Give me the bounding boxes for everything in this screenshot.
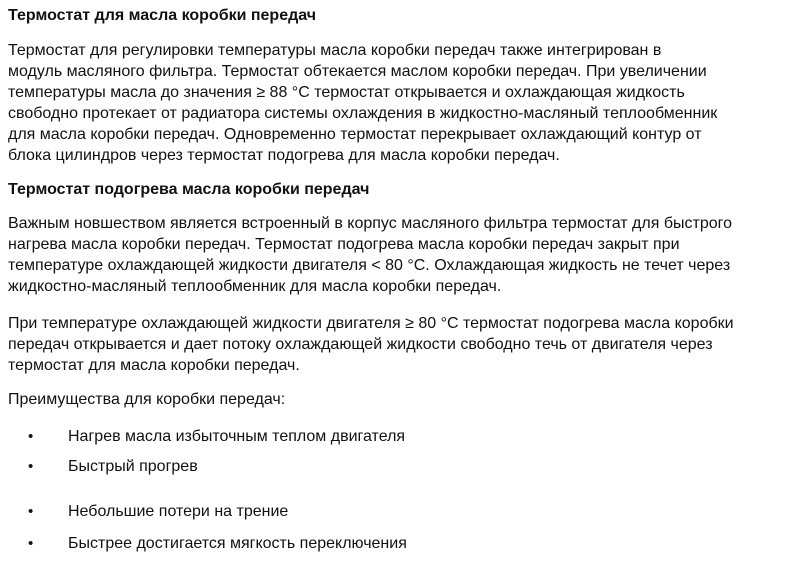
list-item (0, 501, 760, 523)
section2-p2-line: термостат для масла коробки передач. (8, 357, 300, 374)
list-item-text: Небольшие потери на трение (68, 503, 289, 520)
section2-p2-line: передач открывается и дает потоку охлаждающей жидкости свободно течь от двигателя через (8, 336, 713, 353)
section2-heading: Термостат подогрева масла коробки передач (8, 181, 370, 198)
bullet-icon: • (28, 503, 34, 520)
section2-p1-line: Важным новшеством является встроенный в корпус масляного фильтра термостат для быстрого (8, 215, 733, 232)
list-item-text: Быстрее достигается мягкость переключения (68, 535, 407, 552)
list-item (0, 426, 760, 448)
section1-line: для масла коробки передач. Одновременно термостат перекрывает охлаждающий контур от (8, 126, 702, 143)
section1-line: температуры масла до значения ≥ 88 °C термостат открывается и охлаждающая жидкость (8, 84, 685, 101)
section2-p1-line: жидкостно-масляный теплообменник для масла коробки передач. (8, 278, 502, 295)
bullet-icon: • (28, 458, 34, 475)
advantages-intro: Преимущества для коробки передач: (8, 391, 286, 408)
bullet-icon: • (28, 535, 34, 552)
list-item (0, 533, 760, 555)
section1-line: модуль масляного фильтра. Термостат обтекается маслом коробки передач. При увеличении (8, 63, 707, 80)
section2-paragraph-1 (8, 213, 732, 297)
section2-p2-line: При температуре охлаждающей жидкости двигателя ≥ 80 °C термостат подогрева масла коробки (8, 315, 734, 332)
section1-paragraph (8, 40, 717, 166)
list-item-text: Нагрев масла избыточным теплом двигателя (68, 428, 406, 445)
section2-paragraph-2 (8, 313, 734, 376)
section2-p1-line: температуре охлаждающей жидкости двигателя < 80 °C. Охлаждающая жидкость не течет через (8, 257, 731, 274)
list-item (0, 456, 760, 478)
list-item-text: Быстрый прогрев (68, 458, 198, 475)
section1-line: свободно протекает от радиатора системы охлаждения в жидкостно-масляный теплообменник (8, 105, 718, 122)
section1-heading: Термостат для масла коробки передач (8, 7, 317, 24)
bullet-icon: • (28, 428, 34, 445)
section1-line: блока цилиндров через термостат подогрева для масла коробки передач. (8, 147, 560, 164)
section2-p1-line: нагрева масла коробки передач. Термостат подогрева масла коробки передач закрыт при (8, 236, 680, 253)
section1-line: Термостат для регулировки температуры масла коробки передач также интегрирован в (8, 42, 662, 59)
